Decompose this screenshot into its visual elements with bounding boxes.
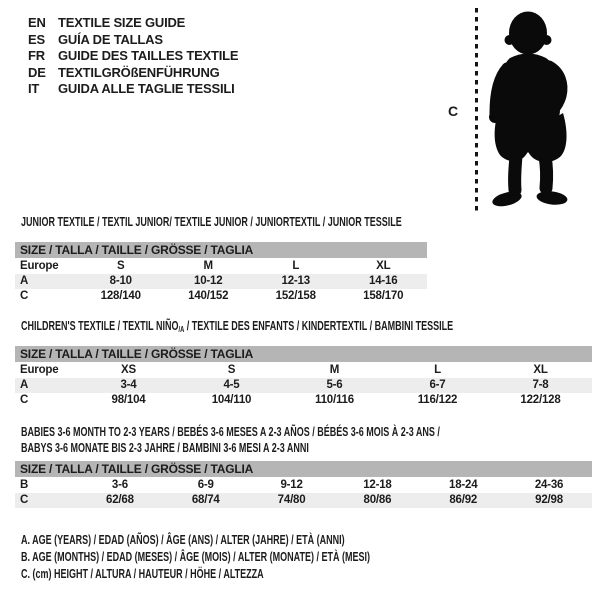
size-header-bar (15, 242, 427, 258)
babies-title-line2: BABYS 3-6 MONATE BIS 2-3 JAHRE / BAMBINI 3-6 MESI A 2-3 ANNI (21, 441, 309, 455)
row-label: C (20, 290, 29, 302)
junior-size-table (15, 242, 427, 304)
size-cell: XL (376, 260, 391, 272)
language-code: DE (28, 64, 46, 80)
language-row-de (28, 65, 238, 82)
row-label: C (20, 394, 29, 406)
age-cell: 8-10 (109, 275, 132, 287)
size-cell: XL (533, 364, 548, 376)
height-dashed-line (475, 8, 478, 213)
table-row-age (15, 378, 592, 393)
age-cell: 10-12 (194, 275, 223, 287)
row-label: C (20, 494, 29, 506)
row-label: Europe (20, 364, 59, 376)
size-cell: L (292, 260, 300, 272)
table-row-height (15, 393, 592, 408)
size-cell: L (434, 364, 441, 376)
size-header-bar (15, 346, 592, 362)
row-label: A (20, 379, 29, 391)
height-measure-label: C (448, 103, 459, 119)
age-cell: 12-13 (281, 275, 310, 287)
babies-section-title (21, 424, 600, 456)
height-cell: 92/98 (535, 494, 563, 506)
size-cell: S (227, 364, 236, 376)
size-cell: S (117, 260, 125, 272)
title-subscript: /A (178, 325, 185, 334)
title-segment: CHILDREN'S TEXTILE / TEXTIL NIÑO (21, 319, 179, 333)
children-section-title-text (21, 318, 453, 338)
age-cell: 14-16 (369, 275, 398, 287)
height-cell: 74/80 (277, 494, 306, 506)
legend-text: B. AGE (MONTHS) / EDAD (MESES) / ÂGE (MOIS) / ALTER (MONATE) / ETÀ (MESI) (21, 550, 370, 564)
size-header-bar (15, 461, 592, 477)
size-header-text: SIZE / TALLA / TAILLE / GRÖSSE / TAGLIA (20, 347, 254, 361)
guide-title: GUIDA ALLE TAGLIE TESSILI (58, 81, 235, 96)
legend-line-a (21, 532, 506, 549)
language-row-it (28, 81, 238, 98)
language-row-es (28, 32, 238, 49)
size-header-text: SIZE / TALLA / TAILLE / GRÖSSE / TAGLIA (20, 243, 254, 257)
language-code: EN (28, 15, 46, 30)
toddler-silhouette-icon (486, 6, 594, 208)
height-cell: 110/116 (315, 394, 354, 406)
height-cell: 152/158 (275, 290, 316, 302)
legend-block (21, 532, 506, 583)
table-row-age (15, 274, 427, 289)
height-cell: 116/122 (417, 394, 458, 406)
guide-title: TEXTILGRÖßENFÜHRUNG (58, 64, 220, 80)
months-cell: 9-12 (280, 479, 303, 491)
months-cell: 6-9 (197, 479, 214, 491)
height-cell: 68/74 (191, 494, 220, 506)
height-cell: 128/140 (100, 290, 141, 302)
table-row-europe (15, 259, 427, 274)
age-cell: 6-7 (429, 379, 446, 391)
months-cell: 3-6 (111, 479, 128, 491)
height-cell: 140/152 (188, 290, 229, 302)
months-cell: 12-18 (363, 479, 392, 491)
height-cell: 158/170 (363, 290, 404, 302)
language-code: ES (28, 31, 45, 47)
row-label: Europe (20, 260, 59, 272)
age-cell: 7-8 (532, 379, 549, 391)
height-cell: 122/128 (520, 394, 561, 406)
language-code: FR (28, 48, 45, 63)
language-code: IT (28, 81, 40, 96)
height-cell: 104/110 (211, 394, 252, 406)
guide-title: TEXTILE SIZE GUIDE (58, 15, 186, 30)
row-label: A (20, 275, 29, 287)
height-cell: 86/92 (449, 494, 478, 506)
babies-title-line1: BABIES 3-6 MONTH TO 2-3 YEARS / BEBÉS 3-6 MESES A 2-3 AÑOS / BÉBÉS 3-6 MOIS À 2-3 ANS / (21, 425, 440, 439)
legend-line-b (21, 549, 506, 566)
size-cell: M (203, 260, 213, 272)
table-row-months (15, 478, 592, 493)
size-cell: XS (121, 364, 136, 376)
age-cell: 4-5 (223, 379, 240, 391)
language-row-en (28, 15, 238, 32)
babies-size-table (15, 461, 592, 508)
table-row-height (15, 289, 427, 304)
junior-section-title (21, 214, 550, 230)
months-cell: 18-24 (449, 479, 478, 491)
size-header-text: SIZE / TALLA / TAILLE / GRÖSSE / TAGLIA (20, 462, 254, 476)
legend-line-c (21, 566, 506, 583)
height-cell: 62/68 (106, 494, 134, 506)
children-size-table (15, 346, 592, 408)
months-cell: 24-36 (534, 479, 564, 491)
table-row-height (15, 493, 592, 508)
table-row-europe (15, 363, 592, 378)
age-cell: 5-6 (326, 379, 343, 391)
legend-text: C. (cm) HEIGHT / ALTURA / HAUTEUR / HÖHE / ALTEZZA (21, 567, 264, 581)
title-segment: / TEXTILE DES ENFANTS / KINDERTEXTIL / BAMBINI TESSILE (184, 319, 454, 333)
size-cell: M (329, 364, 340, 376)
row-label: B (20, 479, 29, 491)
language-title-block (28, 15, 238, 98)
legend-text: A. AGE (YEARS) / EDAD (AÑOS) / ÂGE (ANS) / ALTER (JAHRE) / ETÀ (ANNI) (21, 533, 345, 547)
age-cell: 3-4 (120, 379, 137, 391)
height-cell: 98/104 (111, 394, 146, 406)
children-section-title (21, 318, 600, 338)
height-cell: 80/86 (363, 494, 392, 506)
junior-section-title-text: JUNIOR TEXTILE / TEXTIL JUNIOR/ TEXTILE JUNIOR / JUNIORTEXTIL / JUNIOR TESSILE (21, 215, 402, 229)
guide-title: GUÍA DE TALLAS (58, 31, 163, 47)
language-row-fr (28, 48, 238, 65)
guide-title: GUIDE DES TAILLES TEXTILE (58, 48, 239, 63)
